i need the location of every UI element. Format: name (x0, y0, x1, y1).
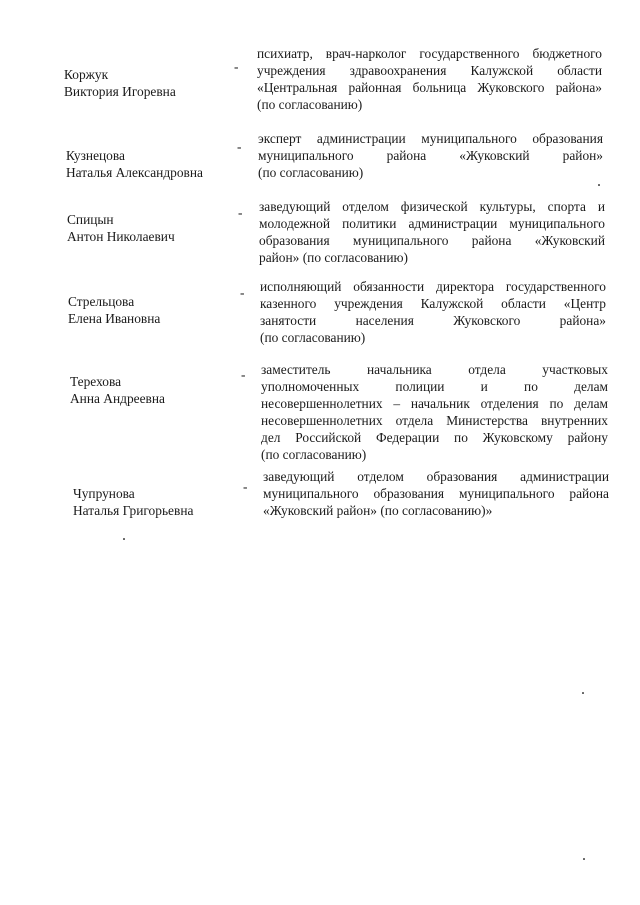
scan-speck (123, 538, 125, 540)
member-surname: Коржук (64, 67, 109, 82)
separator-dash: - (243, 479, 248, 494)
position-line: несовершеннолетних отдела Министерства внутренних (261, 413, 608, 428)
member-position (263, 468, 609, 519)
member-name (66, 147, 203, 181)
position-line: молодежной политики администрации муниципального (259, 216, 605, 231)
position-line: образования муниципального района «Жуковский (259, 233, 605, 248)
separator-dash: - (238, 205, 243, 220)
member-given-name: Виктория Игоревна (64, 84, 176, 99)
position-line: муниципального района «Жуковский район» (258, 148, 603, 163)
position-line: муниципального образования муниципального района (263, 486, 609, 501)
separator-dash: - (237, 139, 242, 154)
position-line: (по согласованию) (257, 97, 363, 112)
separator-dash: - (241, 367, 246, 382)
member-given-name: Антон Николаевич (67, 229, 175, 244)
position-line: заведующий отделом физической культуры, спорта и (259, 199, 605, 214)
position-line: «Центральная районная больница Жуковского района» (257, 80, 602, 95)
member-surname: Стрельцова (68, 294, 135, 309)
member-position (259, 198, 605, 266)
scan-speck (598, 184, 600, 186)
separator-dash: - (234, 59, 239, 74)
position-line: психиатр, врач-нарколог государственного бюджетного (257, 46, 602, 61)
position-line: «Жуковский район» (по согласованию)» (263, 503, 493, 518)
separator-dash: - (240, 285, 245, 300)
member-given-name: Наталья Александровна (66, 165, 203, 180)
member-surname: Кузнецова (66, 148, 125, 163)
position-line: (по согласованию) (261, 447, 367, 462)
member-surname: Чупрунова (73, 486, 135, 501)
position-line: занятости населения Жуковского района» (260, 313, 606, 328)
position-line: эксперт администрации муниципального образования (258, 131, 603, 146)
member-surname: Спицын (67, 212, 114, 227)
member-name (73, 485, 193, 519)
position-line: несовершеннолетних – начальник отделения по делам (261, 396, 608, 411)
member-name (64, 66, 176, 100)
member-position (258, 130, 603, 181)
member-given-name: Анна Андреевна (70, 391, 165, 406)
scan-speck (582, 692, 584, 694)
member-position (261, 361, 608, 463)
position-line: уполномоченных полиции и по делам (261, 379, 608, 394)
position-line: дел Российской Федерации по Жуковскому району (261, 430, 608, 445)
member-name (68, 293, 160, 327)
position-line: учреждения здравоохранения Калужской области (257, 63, 602, 78)
position-line: район» (по согласованию) (259, 250, 408, 265)
member-name (67, 211, 175, 245)
member-position (260, 278, 606, 346)
member-given-name: Наталья Григорьевна (73, 503, 194, 518)
position-line: (по согласованию) (258, 165, 364, 180)
member-given-name: Елена Ивановна (68, 311, 161, 326)
member-name (70, 373, 165, 407)
scan-speck (583, 858, 585, 860)
position-line: заместитель начальника отдела участковых (261, 362, 608, 377)
position-line: исполняющий обязанности директора государственного (260, 279, 606, 294)
position-line: (по согласованию) (260, 330, 366, 345)
member-surname: Терехова (70, 374, 122, 389)
member-position (257, 45, 602, 113)
position-line: заведующий отделом образования администрации (263, 469, 609, 484)
position-line: казенного учреждения Калужской области «Центр (260, 296, 606, 311)
